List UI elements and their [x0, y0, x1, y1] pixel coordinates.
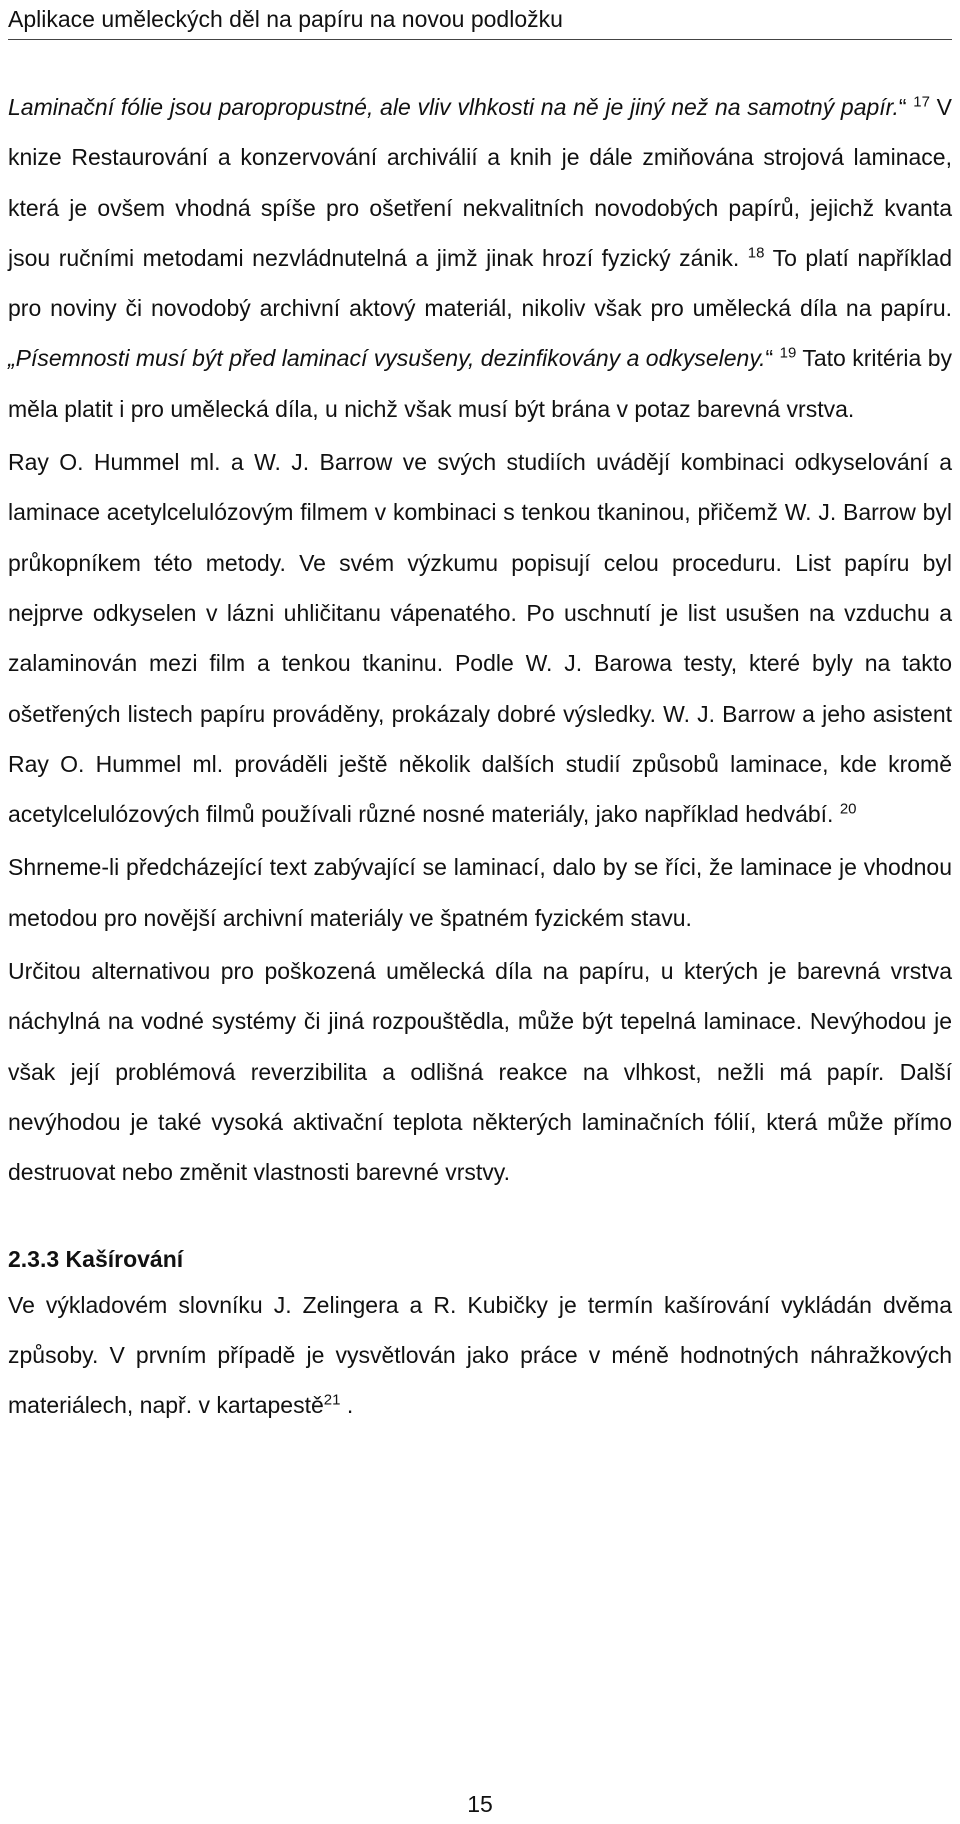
running-header: Aplikace uměleckých děl na papíru na novou podložku: [8, 6, 563, 32]
section-heading: 2.3.3 Kašírování: [8, 1245, 184, 1272]
paragraph-thermal-lamination: Určitou alternativou pro poškozená umělecká díla na papíru, u kterých je barevná vrstva náchylná na vodné systémy či jiná rozpouštědla, může být tepelná laminace. Nevýhodou je však její problémová reverzibilita a odlišná reakce na vlhkost, nežli má papír. Další nevýhodou je také vysoká aktivační teplota některých laminačních fólií, která může přímo destruovat nebo změnit vlastnosti barevné vrstvy.: [8, 958, 952, 1186]
page-number: 15: [467, 1791, 493, 1817]
paragraph-barrow-hummel: [8, 437, 952, 839]
header-rule: [8, 39, 952, 40]
footnote-ref-21: 21: [323, 1391, 341, 1409]
paragraph-summary: Shrneme-li předcházející text zabývající se laminací, dalo by se říci, že laminace je vhodnou metodou pro novější archivní materiály ve špatném fyzickém stavu.: [8, 854, 952, 931]
paragraph-end: .: [346, 1392, 354, 1419]
page-body: [8, 82, 952, 1433]
paragraph-text: V knize Restaurování a konzervování archiválií a knih je dále zmiňována strojová laminace, která je ovšem vhodná spíše pro ošetření nekvalitních novodobých papírů, jejichž kvanta jsou ručními metodami nezvládnutelná a jimž jinak hrozí fyzický zánik.: [8, 94, 953, 271]
paragraph-text: To platí například pro noviny či novodobý archivní aktový materiál, nikoliv však pro umělecká díla na papíru.: [8, 244, 952, 322]
paragraph-kasirovani: [8, 1280, 952, 1431]
footnote-ref-19: 19: [779, 344, 797, 362]
footnote-ref-20: 20: [839, 800, 857, 818]
footnote-ref-17: 17: [913, 93, 930, 111]
paragraph-lamination-foils: Laminační fólie jsou paropropustné, ale vliv vlhkosti na ně je jiný než na samotný papír.“ $^{17}$ V knize Restaurování a konzervování archiválií a knih je dále zmiňována strojová laminace, která je ovšem vhodná spíše pro ošetření nekvalitních novodobých papírů, jejichž kvanta jsou ručními metodami nezvládnutelná a jimž jinak hrozí fyzický zánik. $^{18}$ To platí například pro noviny či novodobý archivní aktový materiál, nikoliv však pro umělecká díla na papíru. „Písemnosti musí být před laminací vysušeny, dezinfikovány a odkyseleny.“ $^{19}$ Tato kritéria by měla platit i pro umělecká díla, u nichž však musí být brána v potaz barevná vrstva.: [8, 93, 953, 422]
paragraph-text: Tato kritéria by měla platit i pro umělecká díla, u nichž však musí být brána v potaz barevná vrstva.: [8, 345, 952, 422]
paragraph-text: Ve výkladovém slovníku J. Zelingera a R. Kubičky je termín kašírování vykládán dvěma způsoby. V prvním případě je vysvětlován jako práce v méně hodnotných náhražkových materiálech, např. v kartapestě: [8, 1291, 952, 1419]
quote-laminating-foils: Laminační fólie jsou paropropustné, ale vliv vlhkosti na ně je jiný než na samotný papír.: [8, 94, 899, 120]
footnote-ref-18: 18: [747, 244, 765, 262]
paragraph-text: Ray O. Hummel ml. a W. J. Barrow ve svých studiích uvádějí kombinaci odkyselování a laminace acetylcelulózovým filmem v kombinaci s tenkou tkaninou, přičemž W. J. Barrow byl průkopníkem této metody. Ve svém výzkumu popisují celou proceduru. List papíru byl nejprve odkyselen v lázni uhličitanu vápenatého. Po uschnutí je list usušen na vzduchu a zalaminován mezi film a tenkou tkaninu. Podle W. J. Barowa testy, které byly na takto ošetřených listech papíru prováděny, prokázaly dobré výsledky. W. J. Barrow a jeho asistent Ray O. Hummel ml. prováděli ještě několik dalších studií způsobů laminace, kde kromě acetylcelulózových filmů používali různé nosné materiály, jako například hedvábí.: [8, 449, 952, 828]
quote-drying: „Písemnosti musí být před laminací vysušeny, dezinfikovány a odkyseleny.: [8, 345, 766, 372]
